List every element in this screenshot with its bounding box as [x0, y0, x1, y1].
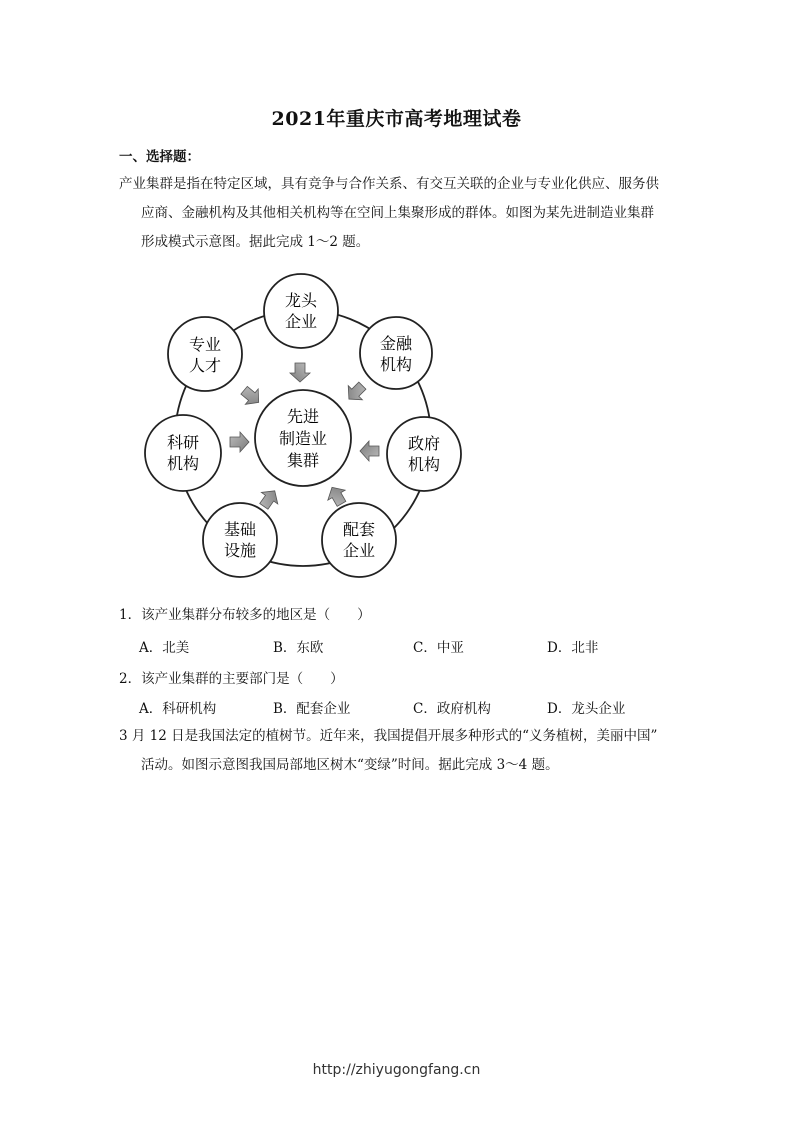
question-1: 1．该产业集群分布较多的地区是（ ） [119, 607, 371, 623]
svg-text:设施: 设施 [223, 541, 257, 560]
center-label-1: 先进 [286, 407, 320, 426]
svg-text:企业: 企业 [284, 312, 318, 331]
intro-line-3: 形成模式示意图。据此完成 1～2 题。 [141, 234, 370, 250]
svg-text:机构: 机构 [407, 455, 441, 474]
q1-option-a: A．北美 [139, 640, 190, 656]
node-left [145, 415, 221, 491]
footer-url: http://zhiyugongfang.cn [312, 1062, 481, 1078]
svg-text:配套: 配套 [342, 520, 376, 539]
svg-text:机构: 机构 [166, 454, 200, 473]
arrow-icon [342, 379, 370, 407]
exam-title: 2021年重庆市高考地理试卷 [271, 108, 522, 130]
svg-text:机构: 机构 [379, 355, 413, 374]
intro-line-1: 产业集群是指在特定区域，具有竞争与合作关系、有交互关联的企业与专业化供应、服务供 [119, 176, 659, 192]
center-label-2: 制造业 [278, 429, 328, 448]
section-heading: 一、选择题： [119, 149, 200, 165]
svg-text:科研: 科研 [166, 433, 200, 452]
node-upper-left [168, 317, 242, 391]
arrow-icon [360, 441, 379, 461]
arrow-icon [230, 432, 249, 452]
svg-text:基础: 基础 [223, 520, 257, 539]
intro-paragraph-2 [119, 722, 694, 780]
node-top [264, 274, 338, 348]
q2-option-d: D．龙头企业 [547, 701, 626, 717]
svg-text:专业: 专业 [188, 335, 222, 354]
question-2: 2．该产业集群的主要部门是（ ） [119, 671, 344, 687]
q2-option-c: C．政府机构 [413, 701, 491, 717]
center-node [255, 390, 351, 486]
node-right [387, 417, 461, 491]
q1-option-c: C．中亚 [413, 640, 464, 656]
intro2-line-1: 3 月 12 日是我国法定的植树节。近年来，我国提倡开展多种形式的“义务植树，美丽中国” [119, 728, 658, 744]
q1-option-d: D．北非 [547, 640, 599, 656]
svg-text:人才: 人才 [188, 356, 222, 375]
q2-option-b: B．配套企业 [273, 701, 351, 717]
svg-text:政府: 政府 [407, 434, 441, 453]
intro2-line-2: 活动。如图示意图我国局部地区树木“变绿”时间。据此完成 3～4 题。 [141, 757, 559, 773]
arrow-icon [238, 383, 265, 411]
arrow-icon [290, 363, 310, 382]
intro-line-2: 应商、金融机构及其他相关机构等在空间上集聚形成的群体。如图为某先进制造业集群 [141, 205, 654, 221]
cluster-diagram [130, 272, 480, 592]
q1-option-b: B．东欧 [273, 640, 324, 656]
center-label-3: 集群 [286, 451, 320, 470]
svg-text:企业: 企业 [342, 541, 376, 560]
svg-text:龙头: 龙头 [284, 291, 318, 310]
node-upper-right [360, 317, 432, 389]
node-lower-left [203, 503, 277, 577]
node-lower-right [322, 503, 396, 577]
svg-text:金融: 金融 [379, 334, 413, 353]
intro-paragraph [119, 170, 679, 257]
q2-option-a: A．科研机构 [139, 701, 217, 717]
